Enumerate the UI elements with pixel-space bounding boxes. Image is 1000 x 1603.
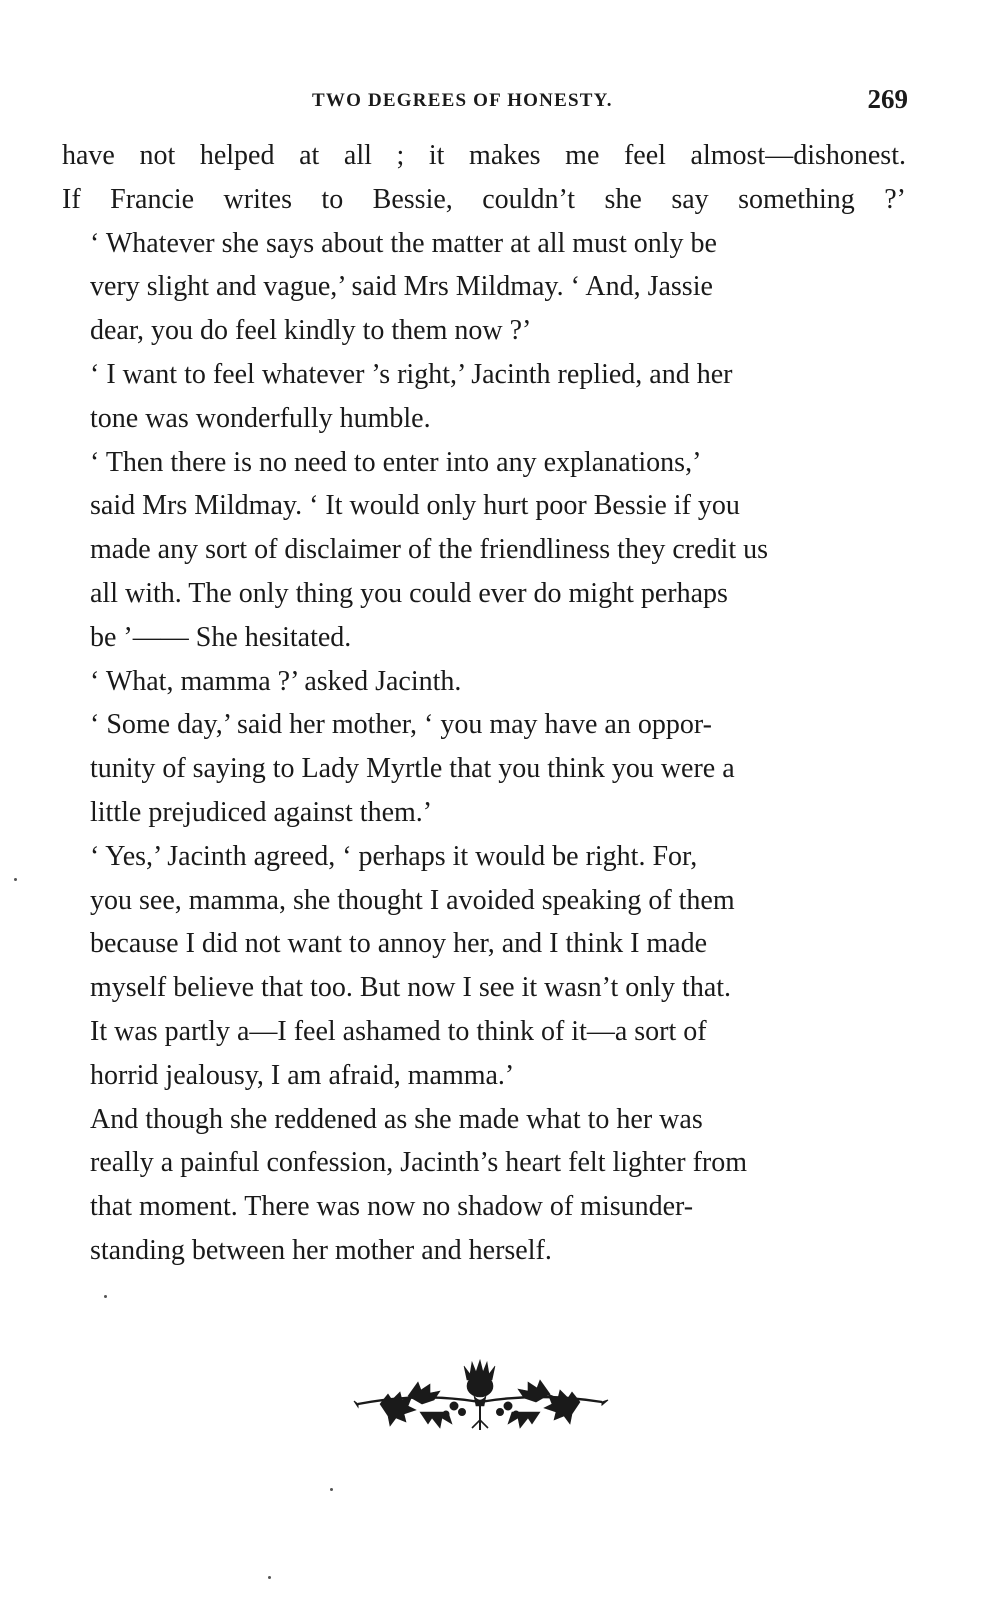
paragraph — [62, 441, 906, 660]
text-line: ‘ Then there is no need to enter into any explanations,’ — [90, 446, 702, 478]
paragraph — [62, 1098, 906, 1273]
text-line: And though she reddened as she made what to her was — [90, 1103, 703, 1135]
text-line: dear, you do feel kindly to them now ?’ — [90, 315, 532, 347]
paragraph — [62, 660, 906, 704]
text-line: all with. The only thing you could ever do might perhaps — [90, 577, 728, 609]
text-line: horrid jealousy, I am afraid, mamma.’ — [90, 1059, 515, 1091]
text-line: said Mrs Mildmay. ‘ It would only hurt poor Bessie if you — [90, 490, 740, 522]
text-line: very slight and vague,’ said Mrs Mildmay. ‘ And, Jassie — [90, 271, 713, 303]
text-line: If Francie writes to Bessie, couldn’t she say something ?’ — [62, 183, 906, 215]
thistle-holly-ornament-icon — [350, 1352, 610, 1444]
text-line: you see, mamma, she thought I avoided speaking of them — [90, 884, 735, 916]
text-line: tunity of saying to Lady Myrtle that you think you were a — [90, 753, 735, 785]
text-line: that moment. There was now no shadow of misunder- — [90, 1191, 694, 1223]
paragraph — [62, 353, 906, 441]
paragraph — [62, 703, 906, 834]
page-number: 269 — [867, 84, 908, 114]
running-title: TWO DEGREES OF HONESTY. — [312, 90, 613, 111]
print-speck — [268, 1576, 271, 1579]
print-speck — [104, 1295, 107, 1298]
text-line: It was partly a—I feel ashamed to think of it—a sort of — [90, 1015, 707, 1047]
text-line: ‘ Some day,’ said her mother, ‘ you may have an oppor- — [90, 709, 712, 741]
text-line: because I did not want to annoy her, and I think I made — [90, 928, 708, 960]
text-line: tone was wonderfully humble. — [90, 402, 431, 434]
running-head — [62, 84, 922, 118]
text-line: really a painful confession, Jacinth’s heart felt lighter from — [90, 1147, 748, 1179]
text-line: little prejudiced against them.’ — [90, 796, 433, 828]
text-line: made any sort of disclaimer of the friendliness they credit us — [90, 534, 769, 566]
text-line: ‘ Whatever she says about the matter at all must only be — [90, 227, 717, 259]
paragraph — [62, 134, 906, 222]
paragraph — [62, 835, 906, 1098]
body-text — [62, 134, 906, 1273]
text-line: have not helped at all ; it makes me feel almost—dishonest. — [62, 140, 906, 171]
text-line: ‘ What, mamma ?’ asked Jacinth. — [90, 665, 462, 697]
print-speck — [330, 1488, 333, 1491]
text-line: be ’—— She hesitated. — [90, 621, 352, 653]
paragraph — [62, 222, 906, 353]
text-line: ‘ Yes,’ Jacinth agreed, ‘ perhaps it would be right. For, — [90, 840, 698, 872]
text-line: myself believe that too. But now I see it wasn’t only that. — [90, 972, 732, 1004]
text-line: standing between her mother and herself. — [90, 1234, 552, 1266]
print-speck — [14, 878, 17, 881]
text-line: ‘ I want to feel whatever ’s right,’ Jacinth replied, and her — [90, 358, 733, 390]
